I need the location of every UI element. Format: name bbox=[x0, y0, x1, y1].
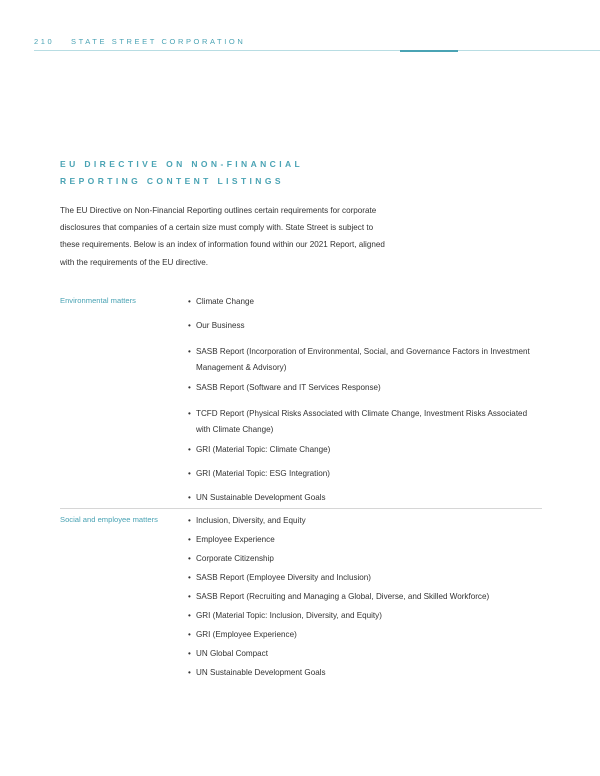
social-employee-matters-label: Social and employee matters bbox=[60, 515, 158, 524]
list-item: • GRI (Material Topic: Inclusion, Diversity, and Equity) bbox=[188, 611, 382, 620]
header-rule-accent bbox=[400, 50, 458, 52]
section-title bbox=[60, 156, 303, 189]
list-item: • GRI (Material Topic: ESG Integration) bbox=[188, 469, 330, 478]
company-name: STATE STREET CORPORATION bbox=[71, 37, 246, 46]
header-rule bbox=[34, 50, 600, 51]
list-item: • SASB Report (Incorporation of Environmental, Social, and Governance Factors in Investment Management & Advisory) bbox=[188, 347, 530, 372]
list-item: • SASB Report (Employee Diversity and Inclusion) bbox=[188, 573, 371, 582]
list-item: • UN Global Compact bbox=[188, 649, 268, 658]
list-item: • Corporate Citizenship bbox=[188, 554, 274, 563]
list-item: • Climate Change bbox=[188, 297, 255, 306]
section-title-line-1: EU DIRECTIVE ON NON-FINANCIAL bbox=[60, 159, 304, 169]
list-item: • Our Business bbox=[188, 321, 245, 330]
list-item: • UN Sustainable Development Goals bbox=[188, 493, 326, 502]
environmental-matters-list bbox=[188, 296, 540, 504]
list-item: • SASB Report (Software and IT Services Response) bbox=[188, 383, 381, 392]
list-item: • Employee Experience bbox=[188, 535, 275, 544]
social-employee-matters-list bbox=[188, 515, 489, 686]
list-item: • GRI (Material Topic: Climate Change) bbox=[188, 445, 331, 454]
environmental-matters-label: Environmental matters bbox=[60, 296, 136, 305]
list-item: • SASB Report (Recruiting and Managing a Global, Diverse, and Skilled Workforce) bbox=[188, 592, 490, 601]
running-header bbox=[34, 37, 245, 46]
list-item: • TCFD Report (Physical Risks Associated with Climate Change, Investment Risks Associated with Climate Change) bbox=[188, 409, 528, 434]
section-divider bbox=[60, 508, 542, 509]
list-item: • GRI (Employee Experience) bbox=[188, 630, 297, 639]
page-number: 210 bbox=[34, 37, 55, 46]
section-title-line-2: REPORTING CONTENT LISTINGS bbox=[60, 175, 284, 186]
list-item: • Inclusion, Diversity, and Equity bbox=[188, 516, 306, 525]
intro-paragraph: The EU Directive on Non-Financial Reporting outlines certain requirements for corporate disclosures that companies of a certain size must comply with. State Street is subject to these requirements. Below is an index of information found within our 2021 Report, aligned with the requirements of the EU directive. bbox=[60, 206, 385, 267]
list-item: • UN Sustainable Development Goals bbox=[188, 668, 326, 677]
